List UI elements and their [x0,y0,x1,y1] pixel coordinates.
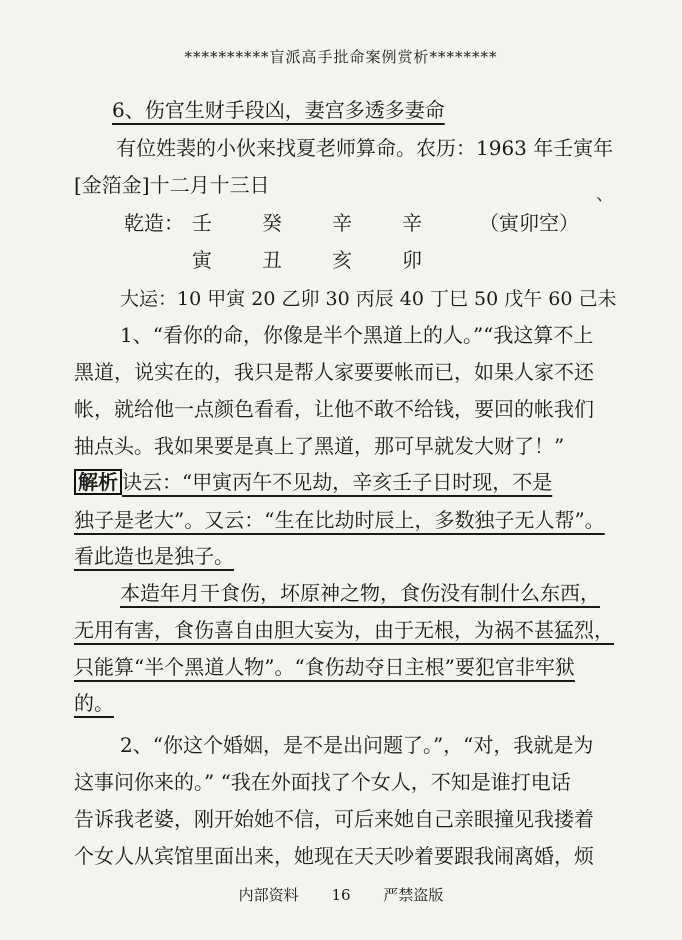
section-heading: 6、伤官生财手段凶，妻宫多透多妻命 [112,98,445,122]
day-stem: 辛 [332,211,352,235]
hour-stem: 辛 [402,211,422,235]
analysis2-line: 无用有害，食伤喜自由胆大妄为，由于无根，为祸不甚猛烈， [74,618,614,642]
story2-line: 这事问你来的。” “我在外面找了个女人，不知是谁打电话 [74,770,571,794]
hour-branch: 卯 [402,248,422,272]
page-number: 16 [331,886,351,904]
day-branch: 亥 [332,248,352,272]
dayun-line: 大运：10 甲寅 20 乙卯 30 丙辰 40 丁巳 50 戊午 60 己未 [120,288,617,310]
void-note: （寅卯空） [479,211,579,235]
analysis-text: 诀云：“甲寅丙午不见劫，辛亥壬子日时现，不是 [122,470,553,494]
story2-line: 个女人从宾馆里面出来，她现在天天吵着要跟我闹离婚，烦 [74,844,594,868]
footer-left: 内部资料 [238,886,299,904]
analysis-tag: 解析 [74,469,122,495]
bazi-label: 乾造： [124,211,184,235]
paragraph-line: [金箔金]十二月十三日 [74,173,270,197]
analysis2-line: 只能算“半个黑道人物”。“食伤劫夺日主根”要犯官非牢狱 [74,655,575,679]
analysis2-line: 本造年月干食伤，坏原神之物，食伤没有制什么东西， [120,581,600,605]
analysis-line [74,469,660,495]
story1-line: 帐，就给他一点颜色看看，让他不敢不给钱，要回的帐我们 [74,397,594,421]
analysis2-line: 的。 [74,691,114,715]
analysis-line: 独子是老大”。又云：“生在比劫时辰上，多数独子无人帮”。 [74,508,605,532]
story2-line: 告诉我老婆，刚开始她不信，可后来她自己亲眼撞见我搂着 [74,807,594,831]
page-footer [0,884,682,905]
year-stem: 壬 [192,211,212,235]
month-stem: 癸 [262,211,282,235]
month-branch: 丑 [262,248,282,272]
story1-line: 抽点头。我如果要是真上了黑道，那可早就发大财了！” [74,434,565,458]
paragraph-line: 有位姓裴的小伙来找夏老师算命。农历：1963 年壬寅年 [116,136,614,160]
stray-mark: 、 [596,184,614,205]
running-header: **********盲派高手批命案例赏析******** [184,48,498,66]
year-branch: 寅 [192,248,212,272]
story2-line: 2、“你这个婚姻，是不是出问题了。”，“对，我就是为 [120,733,594,757]
story1-line: 1、“看你的命，你像是半个黑道上的人。”“我这算不上 [120,323,594,347]
footer-right: 严禁盗版 [383,886,444,904]
story1-line: 黑道，说实在的，我只是帮人家要要帐而已，如果人家不还 [74,360,594,384]
analysis-line: 看此造也是独子。 [74,544,234,568]
